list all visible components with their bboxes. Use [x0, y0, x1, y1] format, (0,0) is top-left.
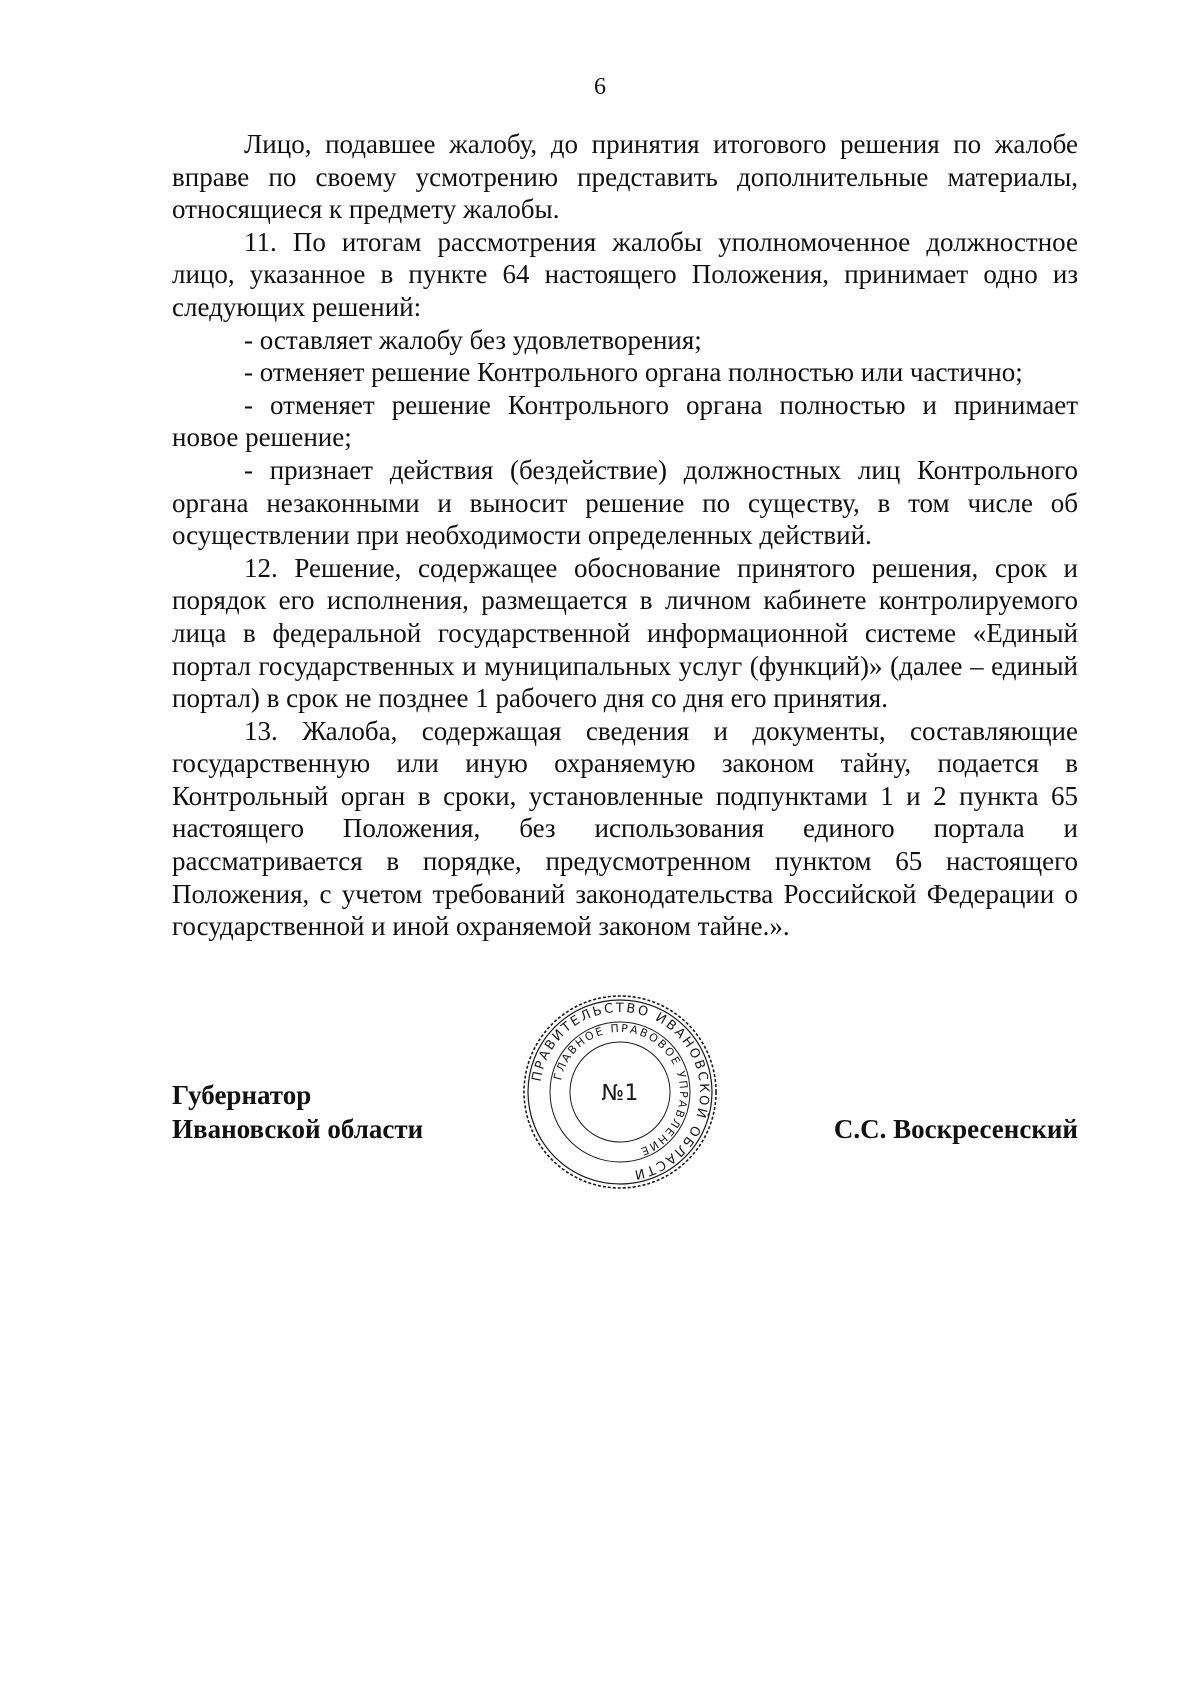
signatory-name: С.С. Воскресенский — [833, 1114, 1078, 1144]
paragraph-11: 11. По итогам рассмотрения жалобы уполномоченное должностное лицо, указанное в пункте 64 настоящего Положения, принимает одно из следующих решений: — [172, 226, 1078, 322]
paragraph-complainant-materials: Лицо, подавшее жалобу, до принятия итогового решения по жалобе вправе по своему усмотрению представить дополнительные материалы, относящиеся к предмету жалобы. — [172, 129, 1078, 225]
page-number: 6 — [594, 74, 606, 100]
seal-center-text: №1 — [601, 1081, 639, 1106]
paragraph-13: 13. Жалоба, содержащая сведения и документы, составляющие государственную или иную охраняемую законом тайну, подается в Контрольный орган в сроки, установленные подпунктами 1 и 2 пункта 65 настоящего Положения, без использования единого портала и рассматривается в порядке, предусмотренном пунктом 65 настоящего Положения, с учетом требований законодательства Российской Федерации о государственной и иной охраняемой законом тайне.». — [172, 715, 1078, 942]
official-seal — [520, 992, 720, 1192]
list-item-leave-complaint: - оставляет жалобу без удовлетворения; — [244, 324, 702, 355]
list-item-cancel-new-decision: - отменяет решение Контрольного органа полностью и принимает новое решение; — [172, 389, 1078, 453]
signatory-title-line1: Губернатор — [172, 1080, 312, 1110]
signatory-title — [172, 1078, 423, 1146]
seal-outer-text: ПРАВИТЕЛЬСТВО ИВАНОВСКОЙ ОБЛАСТИ — [529, 1000, 712, 1183]
signature-block — [172, 1000, 1078, 1242]
seal-inner-text: ГЛАВНОЕ ПРАВОВОЕ УПРАВЛЕНИЕ — [551, 1021, 691, 1159]
list-item-declare-unlawful: - признает действия (бездействие) должностных лиц Контрольного органа незаконными и выносит решение по существу, в том числе об осуществлении при необходимости определенных действий. — [172, 454, 1078, 551]
seal-graphic — [520, 992, 720, 1192]
document-body — [172, 128, 1078, 943]
list-item-cancel-partially: - отменяет решение Контрольного органа полностью или частично; — [244, 357, 1023, 388]
paragraph-12: 12. Решение, содержащее обоснование принятого решения, срок и порядок его исполнения, размещается в личном кабинете контролируемого лица в федеральной государственной информационной системе «Единый портал государственных и муниципальных услуг (функций)» (далее – единый портал) в срок не позднее 1 рабочего дня со дня его принятия. — [172, 552, 1078, 714]
signatory-title-line2: Ивановской области — [172, 1114, 424, 1144]
